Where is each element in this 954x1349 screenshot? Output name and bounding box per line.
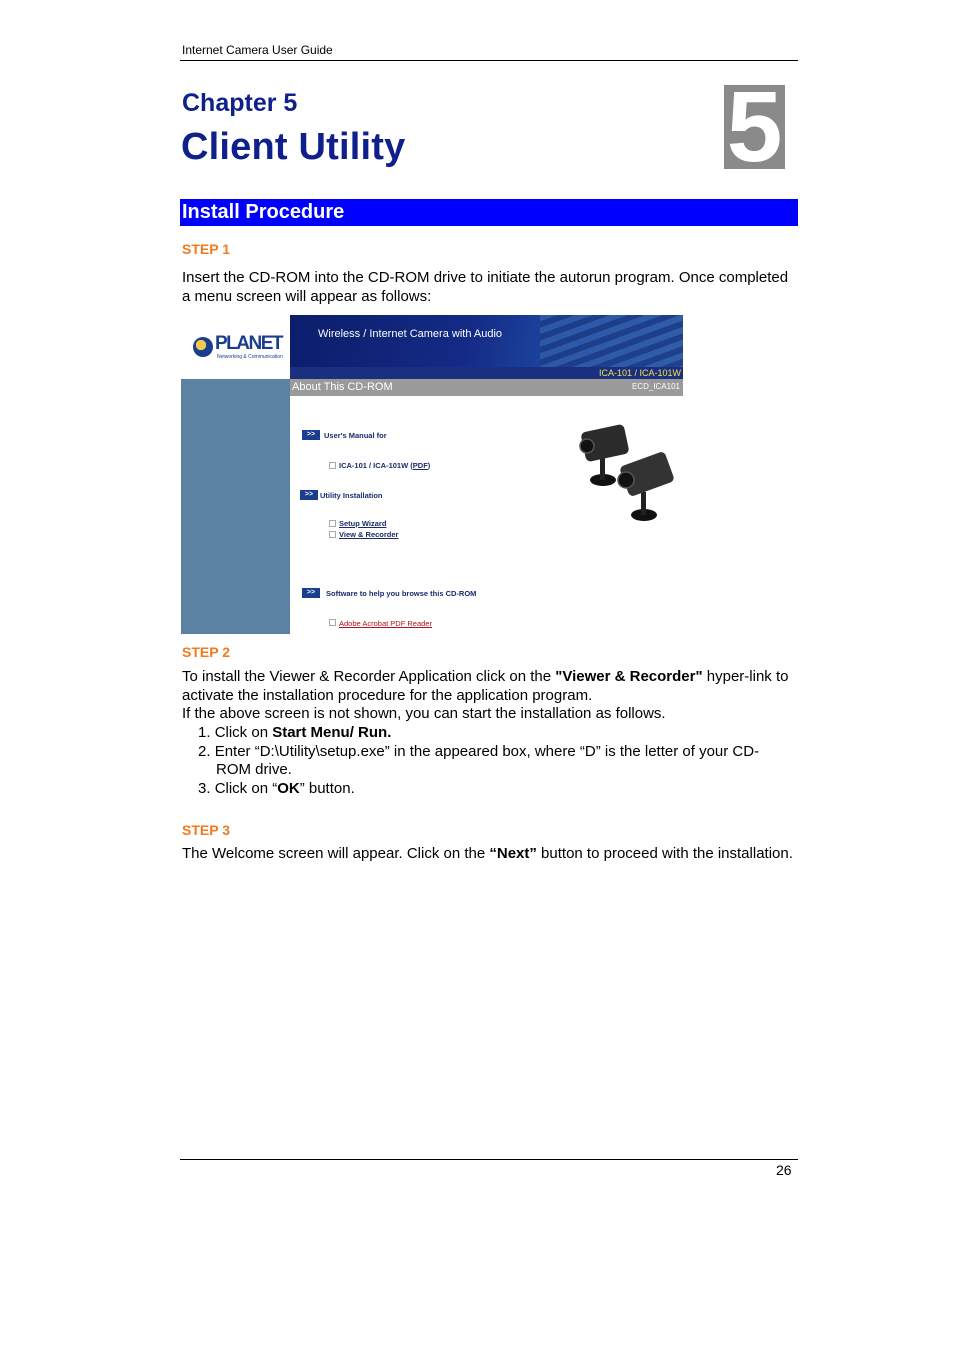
product-banner [290, 315, 683, 379]
section-title: Install Procedure [182, 201, 345, 223]
step2-text-post: hyper-link to activate the installation procedure for the application program. [182, 668, 789, 704]
step3-text-pre: The Welcome screen will appear. Click on the [182, 845, 490, 862]
step2-paragraph [182, 668, 794, 705]
list-text-bold: Start Menu/ Run. [272, 724, 392, 741]
list-text: Click on [214, 724, 273, 741]
camera-product-image [575, 414, 680, 524]
list-number: 3. [198, 779, 211, 797]
planet-globe-icon [193, 337, 213, 357]
step1-label: STEP 1 [182, 241, 230, 257]
about-code: ECD_ICA101 [631, 382, 680, 391]
planet-logo-area [181, 315, 290, 379]
step2-label: STEP 2 [182, 644, 230, 660]
utility-arrow-icon[interactable]: >> [300, 490, 318, 500]
utility-heading: Utility Installation [320, 491, 383, 500]
page-number: 26 [776, 1162, 792, 1178]
footer-rule [180, 1159, 798, 1160]
setup-wizard-link[interactable]: Setup Wizard [339, 519, 387, 528]
checkbox-icon [329, 531, 336, 538]
software-heading: Software to help you browse this CD-ROM [326, 589, 477, 598]
list-item [193, 780, 794, 799]
chapter-title: Client Utility [181, 126, 406, 168]
step3-text-bold: “Next” [489, 845, 537, 862]
chapter-label: Chapter 5 [182, 89, 298, 117]
step2-text-bold: "Viewer & Recorder" [555, 668, 703, 685]
header-rule [180, 60, 798, 61]
step3-text-post: button to proceed with the installation. [536, 845, 793, 862]
list-item [193, 724, 794, 743]
banner-models: ICA-101 / ICA-101W [598, 368, 681, 378]
users-manual-item [339, 461, 430, 470]
running-header: Internet Camera User Guide [182, 43, 333, 57]
checkbox-icon [329, 619, 336, 626]
about-label: About This CD-ROM [292, 381, 393, 393]
left-sidebar [181, 379, 290, 634]
planet-logo: PLANET [215, 333, 282, 354]
list-number: 2. [198, 742, 211, 760]
chapter-number-box: 5 [724, 85, 785, 169]
list-text: ” button. [299, 779, 355, 797]
section-heading-bar [180, 199, 798, 226]
menu-content [290, 396, 683, 634]
list-item [193, 743, 794, 780]
checkbox-icon [329, 520, 336, 527]
step2-text-pre: To install the Viewer & Recorder Application click on the [182, 668, 556, 685]
users-manual-item-text: ICA-101 / ICA-101W ( [339, 461, 413, 470]
users-manual-arrow-icon[interactable]: >> [302, 430, 320, 440]
view-recorder-link[interactable]: View & Recorder [339, 530, 399, 539]
step3-label: STEP 3 [182, 822, 230, 838]
pdf-link[interactable]: PDF [412, 461, 428, 470]
cdrom-menu-screenshot [181, 315, 683, 634]
step1-text: Insert the CD-ROM into the CD-ROM drive to initiate the autorun program. Once completed a menu screen will appear as follows: [182, 269, 789, 305]
banner-title: Wireless / Internet Camera with Audio [318, 328, 503, 340]
step2-list [193, 724, 794, 798]
users-manual-heading: User's Manual for [324, 431, 387, 440]
software-arrow-icon[interactable]: >> [302, 588, 320, 598]
planet-logo-subtitle: Networking & Communication [217, 354, 283, 360]
step2-note: If the above screen is not shown, you can start the installation as follows. [182, 705, 666, 722]
list-number: 1. [198, 724, 211, 741]
adobe-reader-link[interactable]: Adobe Acrobat PDF Reader [339, 619, 432, 628]
checkbox-icon [329, 462, 336, 469]
list-text: Click on “ [214, 779, 278, 797]
about-bar [290, 379, 683, 396]
list-text: Enter “D:\Utility\setup.exe” in the appeared box, where “D” is the letter of your CD-ROM drive. [214, 742, 760, 778]
step3-paragraph [182, 845, 794, 864]
users-manual-item-close: ) [427, 461, 431, 470]
network-graphic [540, 315, 683, 367]
list-text-bold: OK [277, 779, 300, 797]
